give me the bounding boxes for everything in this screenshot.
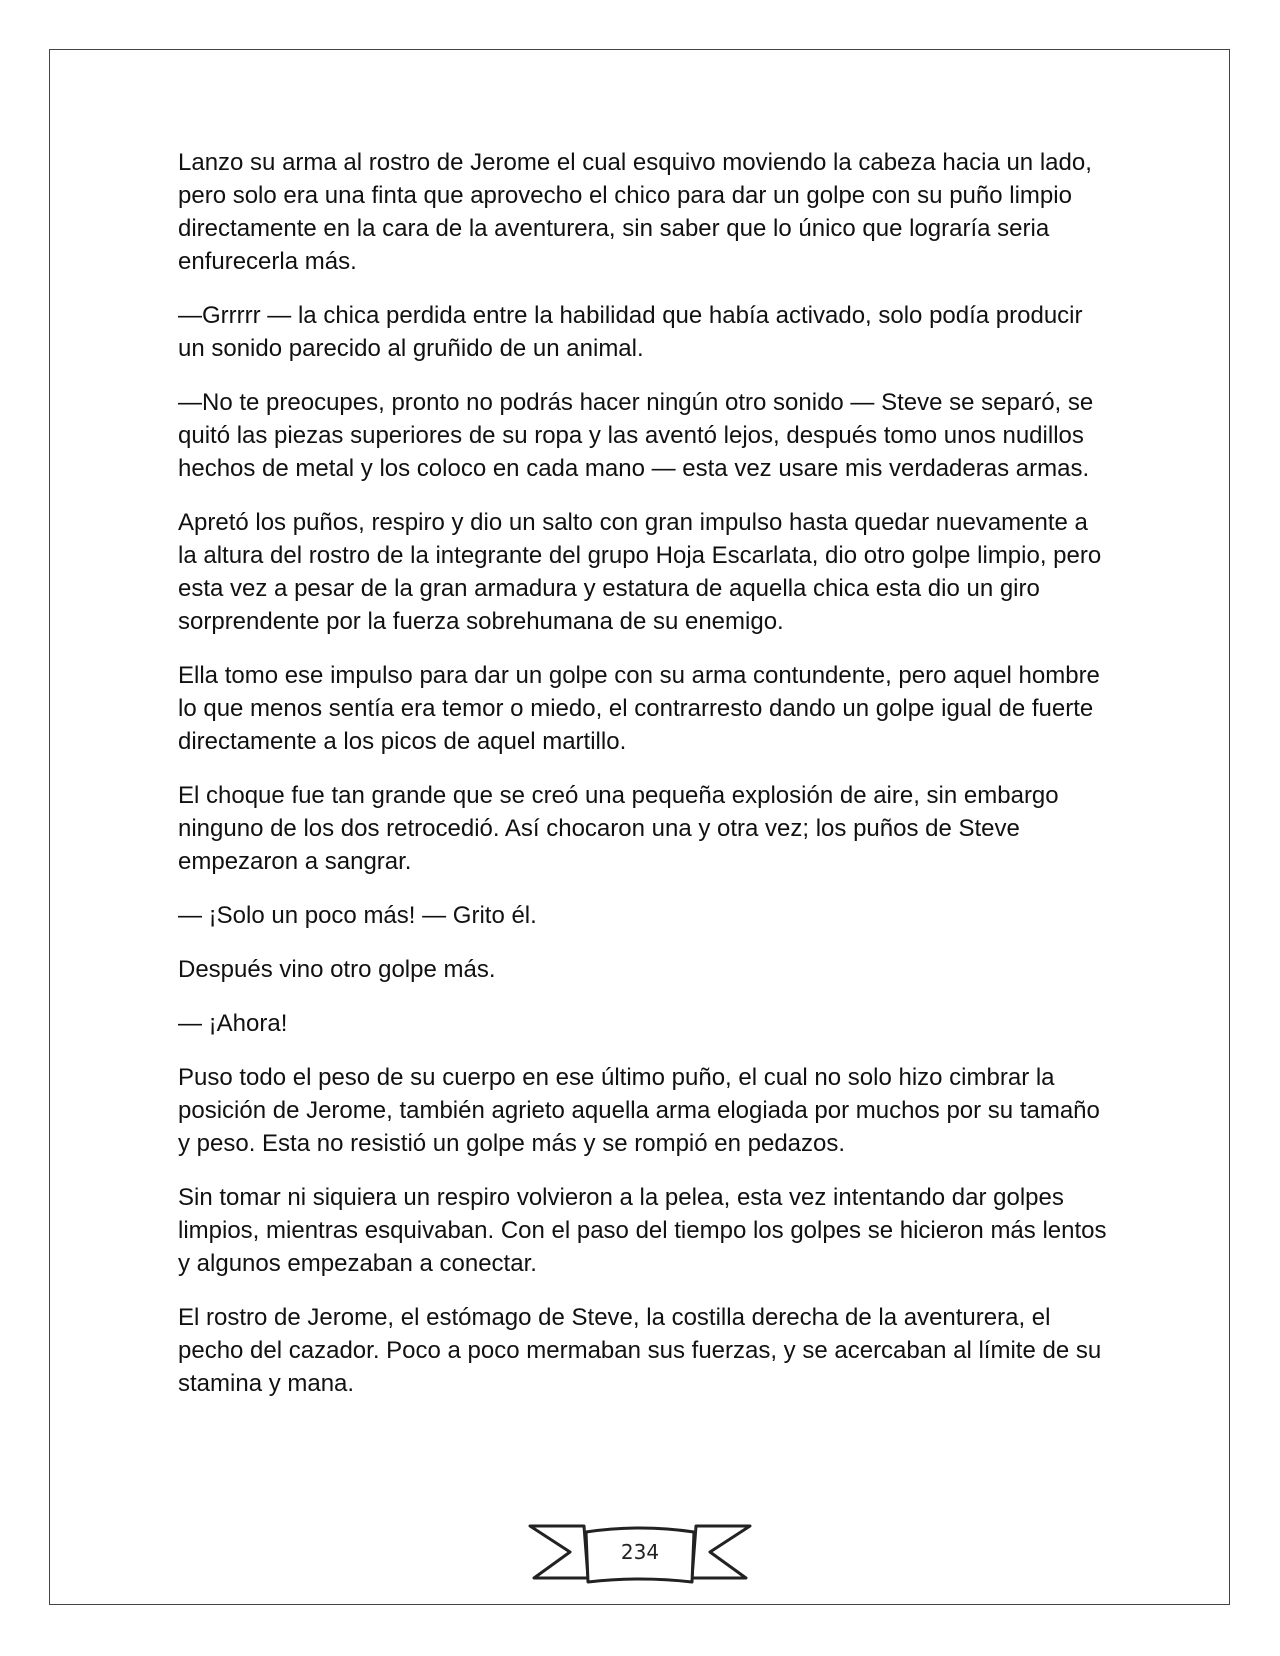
paragraph: Apretó los puños, respiro y dio un salto con gran impulso hasta quedar nuevamente a la altura del rostro de la integrante del grupo Hoja Escarlata, dio otro golpe limpio, pero esta vez a pesar de la gran armadura y estatura de aquella chica esta dio un giro sorprendente por la fuerza sobrehumana de su enemigo. [178, 509, 1102, 635]
paragraph: El choque fue tan grande que se creó una pequeña explosión de aire, sin embargo ninguno de los dos retrocedió. Así chocaron una y otra vez; los puños de Steve empezaron a sangrar. [178, 782, 1059, 875]
paragraph: — ¡Solo un poco más! — Grito él. [178, 902, 537, 929]
paragraph: —No te preocupes, pronto no podrás hacer ningún otro sonido — Steve se separó, se quitó las piezas superiores de su ropa y las aventó lejos, después tomo unos nudillos hechos de metal y los coloco en cada mano — esta vez usare mis verdaderas armas. [178, 389, 1094, 482]
body-text [178, 146, 1108, 1421]
page-number-banner [528, 1518, 752, 1586]
paragraph: Ella tomo ese impulso para dar un golpe con su arma contundente, pero aquel hombre lo que menos sentía era temor o miedo, el contrarresto dando un golpe igual de fuerte directamente a los picos de aquel martillo. [178, 662, 1100, 755]
page-number: 234 [620, 1540, 660, 1564]
paragraph: — ¡Ahora! [178, 1010, 288, 1037]
paragraph: Puso todo el peso de su cuerpo en ese último puño, el cual no solo hizo cimbrar la posición de Jerome, también agrieto aquella arma elogiada por muchos por su tamaño y peso. Esta no resistió un golpe más y se rompió en pedazos. [178, 1064, 1100, 1157]
paragraph: Después vino otro golpe más. [178, 956, 496, 983]
paragraph: Lanzo su arma al rostro de Jerome el cual esquivo moviendo la cabeza hacia un lado, pero solo era una finta que aprovecho el chico para dar un golpe con su puño limpio directamente en la cara de la aventurera, sin saber que lo único que lograría seria enfurecerla más. [178, 149, 1092, 275]
paragraph: Sin tomar ni siquiera un respiro volvieron a la pelea, esta vez intentando dar golpes limpios, mientras esquivaban. Con el paso del tiempo los golpes se hicieron más lentos y algunos empezaban a conectar. [178, 1184, 1107, 1277]
paragraph: —Grrrrr — la chica perdida entre la habilidad que había activado, solo podía producir un sonido parecido al gruñido de un animal. [178, 302, 1083, 362]
paragraph: El rostro de Jerome, el estómago de Steve, la costilla derecha de la aventurera, el pecho del cazador. Poco a poco mermaban sus fuerzas, y se acercaban al límite de su stamina y mana. [178, 1304, 1102, 1397]
